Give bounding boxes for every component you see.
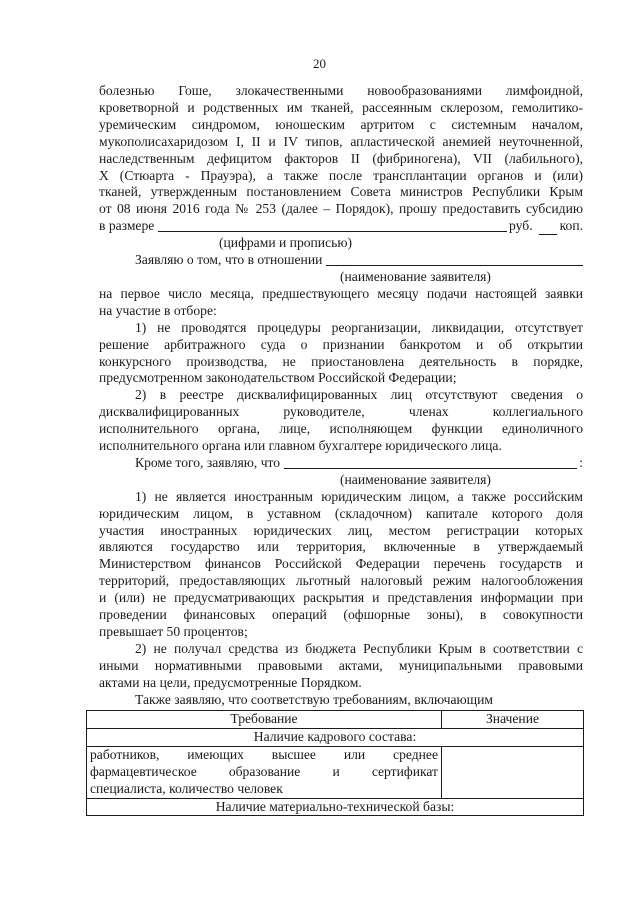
text-line: конкурсного производства, не приостановлена деятельность в порядке, bbox=[99, 353, 583, 369]
amount-field[interactable] bbox=[158, 231, 507, 232]
amount-kop: коп. bbox=[559, 218, 583, 234]
applicant-caption-2: (наименование заявителя) bbox=[340, 471, 491, 487]
applicant-field-1[interactable] bbox=[326, 265, 583, 266]
also-end: : bbox=[579, 454, 583, 470]
paragraph-intro bbox=[99, 286, 583, 320]
requirements-table bbox=[86, 710, 584, 816]
text-line: иными нормативными правовыми актами, муниципальными правовыми bbox=[99, 657, 583, 673]
cell-line: фармацевтическое образование и сертификат bbox=[90, 763, 438, 779]
text-line: 2) в реестре дисквалифицированных лиц отсутствуют сведения о bbox=[135, 387, 583, 403]
text-line: Министерством финансов Российской Федерации перечень государств и bbox=[99, 556, 583, 572]
paragraph-item-2 bbox=[99, 387, 583, 455]
paragraph-item-3 bbox=[99, 489, 583, 641]
text-line: проведении финансовых операций (офшорные зоны), в совокупности bbox=[99, 607, 583, 623]
text-line: участия иностранных юридических лиц, местом регистрации которых bbox=[99, 522, 583, 538]
text-line: 2) не получал средства из бюджета Республики Крым в соответствии с bbox=[135, 640, 583, 656]
body-text bbox=[99, 83, 583, 709]
table-section-row bbox=[87, 798, 584, 816]
text-line: от 08 июня 2016 года № 253 (далее – Порядок), прошу предоставить субсидию bbox=[99, 201, 583, 217]
also-line bbox=[99, 455, 583, 472]
text-line: уремическим синдромом, юношеским артритом с системным началом, bbox=[99, 116, 583, 132]
applicant-caption-1: (наименование заявителя) bbox=[340, 268, 491, 284]
text-line: являются государство или территория, включенные в утверждаемый bbox=[99, 539, 583, 555]
text-line: на первое число месяца, предшествующего месяцу подачи настоящей заявки bbox=[99, 285, 583, 301]
amount-prefix: в размере bbox=[99, 218, 155, 234]
text-line: исполнительного органа или главном бухгалтере юридического лица. bbox=[99, 438, 502, 454]
paragraph-item-1 bbox=[99, 320, 583, 388]
text-line: болезнью Гоше, злокачественными новообразованиями лимфоидной, bbox=[99, 83, 583, 98]
value-cell[interactable] bbox=[442, 746, 584, 798]
text-line: дисквалифицированных руководителе, членах коллегиального bbox=[99, 404, 583, 420]
declare-line bbox=[99, 252, 583, 269]
text-line: наследственным дефицитом факторов II (фибриногена), VII (лабильного), bbox=[99, 150, 583, 166]
amount-rub: руб. bbox=[509, 218, 533, 234]
applicant-field-2[interactable] bbox=[284, 468, 577, 469]
header-requirement: Требование bbox=[87, 711, 442, 729]
text-line: и (или) не предусматривающих раскрытия и представления информации при bbox=[99, 590, 583, 606]
section-material-base: Наличие материально-технической базы: bbox=[87, 798, 584, 816]
text-line: X (Стюарта - Прауэра), а также после трансплантации органов и (или) bbox=[99, 167, 583, 183]
text-line: мукополисахаридозом I, II и IV типов, апластической анемией неуточненной, bbox=[99, 133, 583, 149]
table-header-row bbox=[87, 711, 584, 729]
text-line: предусмотренном законодательством Российской Федерации; bbox=[99, 370, 457, 386]
text-line: актами на цели, предусмотренные Порядком. bbox=[99, 674, 362, 690]
text-line: превышает 50 процентов; bbox=[99, 624, 248, 639]
cell-line: работников, имеющих высшее или среднее bbox=[90, 746, 438, 762]
also-text: Кроме того, заявляю, что bbox=[135, 454, 281, 470]
text-line: на участие в отборе: bbox=[99, 302, 217, 318]
text-line: исполнительного органа, лице, исполняющем функции единоличного bbox=[99, 421, 583, 437]
paragraph-item-4 bbox=[99, 641, 583, 692]
amount-caption: (цифрами и прописью) bbox=[219, 235, 352, 251]
text-line: решение арбитражного суда о признании банкротом и об открытии bbox=[99, 336, 583, 352]
text-line: территорий, предоставляющих льготный налоговый режим налогообложения bbox=[99, 573, 583, 589]
cell-line: специалиста, количество человек bbox=[90, 780, 283, 796]
text-line: тканей, утвержденным постановлением Совета министров Республики Крым bbox=[99, 184, 583, 200]
declare-text: Заявляю о том, что в отношении bbox=[135, 252, 323, 268]
text-line: кроветворной и родственных им тканей, рассеянным склерозом, гемолитико- bbox=[99, 99, 583, 115]
kopeck-field[interactable] bbox=[539, 222, 557, 235]
text-line: юридическим лицом, в уставном (складочном) капитале которого доля bbox=[99, 505, 583, 521]
requirement-cell bbox=[87, 746, 442, 798]
paragraph-diseases bbox=[99, 83, 583, 218]
final-line: Также заявляю, что соответствую требованиям, включающим bbox=[135, 691, 494, 707]
section-staff: Наличие кадрового состава: bbox=[87, 728, 584, 746]
text-line: 1) не проводятся процедуры реорганизации, ликвидации, отсутствует bbox=[135, 319, 583, 335]
text-line: 1) не является иностранным юридическим лицом, а также российским bbox=[135, 488, 583, 504]
amount-line bbox=[99, 218, 583, 235]
header-value: Значение bbox=[442, 711, 584, 729]
table-row bbox=[87, 746, 584, 798]
page-number: 20 bbox=[313, 56, 326, 71]
table-section-row bbox=[87, 728, 584, 746]
